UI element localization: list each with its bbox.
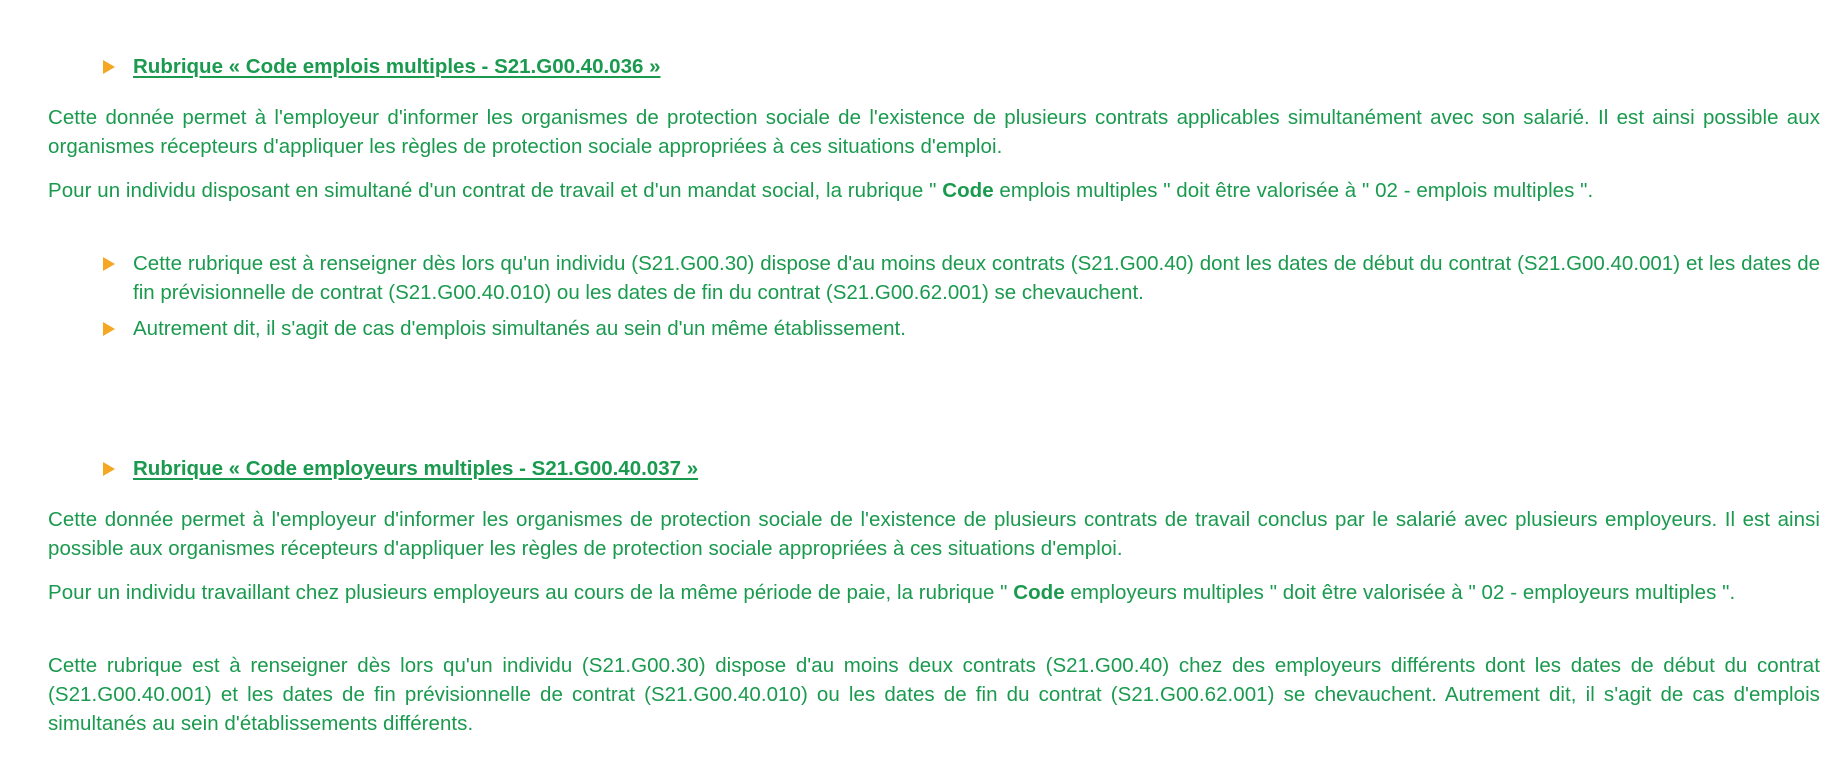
section1-paragraph-2 xyxy=(48,176,1820,205)
section1-bullet-1: Cette rubrique est à renseigner dès lors qu'un individu (S21.G00.30) dispose d'au moins deux contrats (S21.G00.40) dont les dates de début du contrat (S21.G00.40.001) et les dates de fin prévisionnelle de contrat (S21.G00.40.010) ou les dates de fin du contrat (S21.G00.62.001) se chevauchent. xyxy=(133,252,1820,304)
bullet-arrow-icon xyxy=(103,462,115,476)
section1-heading-link[interactable]: Rubrique « Code emplois multiples - S21.G00.40.036 » xyxy=(133,55,661,78)
section1-bullet-2: Autrement dit, il s'agit de cas d'emplois simultanés au sein d'un même établissement. xyxy=(133,317,906,340)
section2-paragraph-1: Cette donnée permet à l'employeur d'informer les organismes de protection sociale de l'existence de plusieurs contrats de travail conclus par le salarié avec plusieurs employeurs. Il est ainsi possible aux organismes récepteurs d'appliquer les règles de protection sociale appropriées à ces situations d'emploi. xyxy=(48,508,1820,560)
section2-paragraph-3: Cette rubrique est à renseigner dès lors qu'un individu (S21.G00.30) dispose d'au moins deux contrats (S21.G00.40) chez des employeurs différents dont les dates de début du contrat (S21.G00.40.001) et les dates de fin prévisionnelle de contrat (S21.G00.40.010) ou les dates de fin du contrat (S21.G00.62.001) se chevauchent. Autrement dit, il s'agit de cas d'emplois simultanés au sein d'établissements différents. xyxy=(48,654,1820,735)
section2-paragraph-2-start: Pour un individu travaillant chez plusieurs employeurs au cours de la même période de paie, la rubrique " xyxy=(48,581,1014,604)
section2-paragraph-2 xyxy=(48,578,1820,607)
section2-heading-link[interactable]: Rubrique « Code employeurs multiples - S21.G00.40.037 » xyxy=(133,457,699,480)
bullet-arrow-icon xyxy=(103,60,115,74)
section2-paragraph-2-end: employeurs multiples " doit être valorisée à " 02 - employeurs multiples ". xyxy=(1064,581,1736,604)
section1-heading[interactable] xyxy=(133,52,1820,81)
section1-paragraph-2-bold: Code xyxy=(942,179,994,202)
section2-heading[interactable] xyxy=(133,454,1820,483)
section1-paragraph-2-end: emplois multiples " doit être valorisée à " 02 - emplois multiples ". xyxy=(993,179,1594,202)
section1-paragraph-1: Cette donnée permet à l'employeur d'informer les organismes de protection sociale de l'existence de plusieurs contrats applicables simultanément avec son salarié. Il est ainsi possible aux organismes récepteurs d'appliquer les règles de protection sociale appropriées à ces situations d'emploi. xyxy=(48,106,1820,158)
section2-paragraph-2-bold: Code xyxy=(1013,581,1065,604)
section1-paragraph-2-start: Pour un individu disposant en simultané d'un contrat de travail et d'un mandat social, la rubrique " xyxy=(48,179,943,202)
bullet-arrow-icon xyxy=(103,322,115,336)
bullet-arrow-icon xyxy=(103,257,115,271)
